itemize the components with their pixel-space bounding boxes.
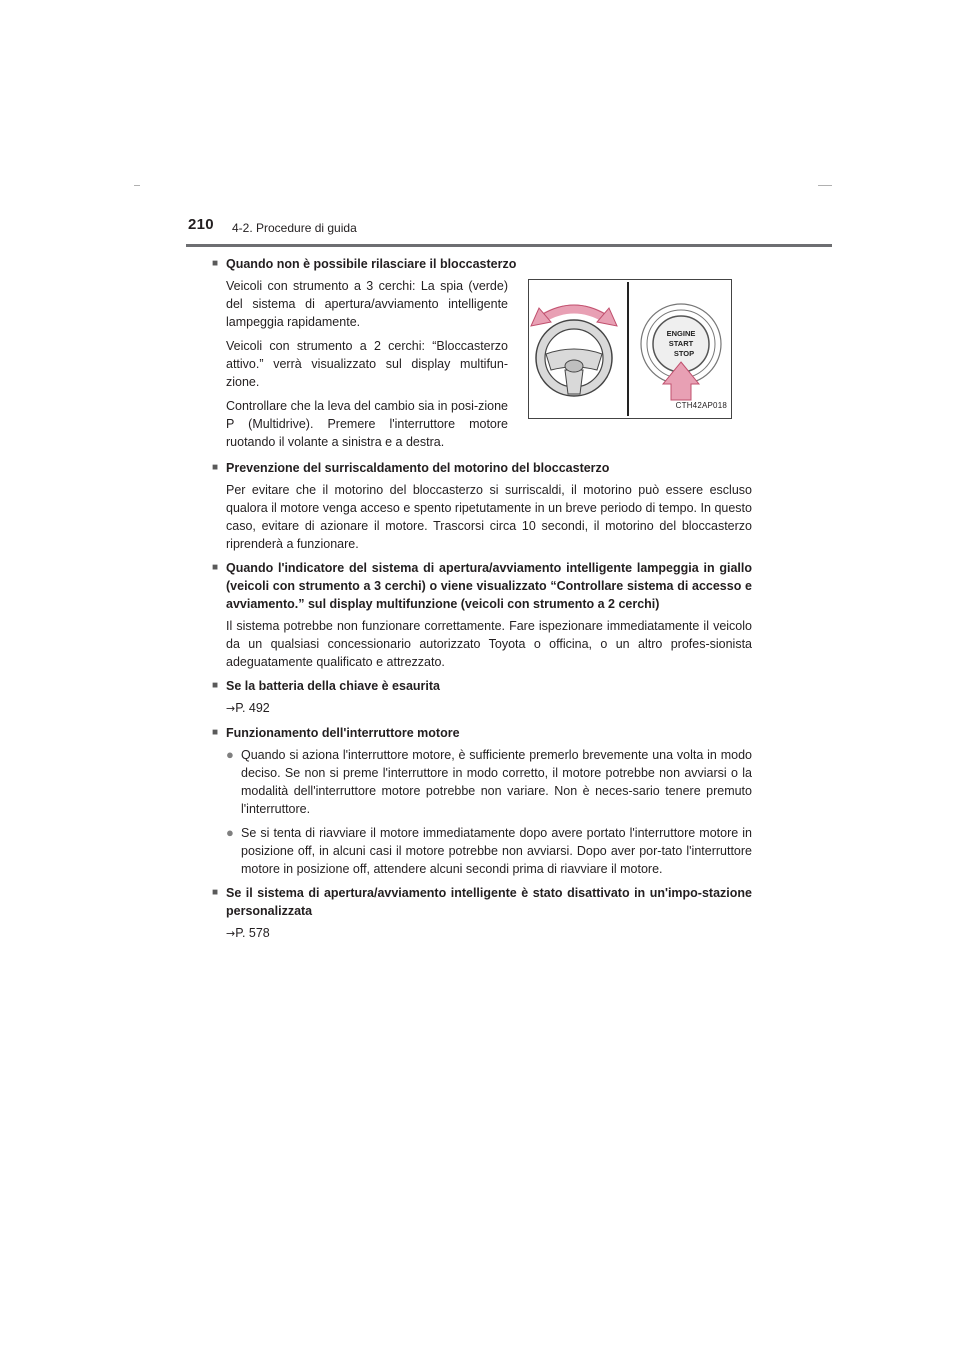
button-label-engine: ENGINE: [666, 329, 696, 338]
steering-lock-text: [226, 273, 508, 451]
button-label-start: START: [668, 339, 694, 348]
section-heading: Se la batteria della chiave è esaurita: [226, 679, 441, 693]
square-bullet-icon: ■: [212, 887, 219, 898]
square-bullet-icon: ■: [212, 680, 219, 691]
section-heading: Se il sistema di apertura/avviamento intelligente è stato disattivato in un'impo-stazione personalizzata: [226, 886, 752, 918]
list-item: [226, 824, 752, 878]
page-reference[interactable]: [226, 699, 752, 718]
section-key-battery: [212, 677, 752, 718]
paragraph: Veicoli con strumento a 2 cerchi: “Bloccasterzo attivo.” verrà visualizzato sul display multifun-zione.: [226, 339, 508, 389]
page-number: 210: [188, 216, 214, 233]
section-engine-switch: [212, 724, 752, 878]
list-item-text: Quando si aziona l'interruttore motore, è sufficiente premerlo brevemente una volta in modo deciso. Se non si preme l'interruttore in modo corretto, il motore potrebbe non avviarsi o la modalità dell'interruttore motore potrebbe non variare. Non è neces-sario tenere premuto l'interruttore.: [241, 748, 752, 816]
section-title: 4-2. Procedure di guida: [232, 221, 357, 235]
section-indicator-flashing: [212, 559, 752, 671]
square-bullet-icon: ■: [212, 727, 219, 738]
page-reference-text: P. 492: [235, 701, 270, 715]
section-custom-setting: [212, 884, 752, 943]
paragraph: Veicoli con strumento a 3 cerchi: La spia (verde) del sistema di apertura/avviamento intelligente lampeggia rapidamente.: [226, 279, 508, 329]
section-heading: Funzionamento dell'interruttore motore: [226, 726, 460, 740]
figure-code: CTH42AP018: [675, 401, 727, 410]
button-label-stop: STOP: [673, 349, 695, 358]
section-heading: Quando non è possibile rilasciare il bloccasterzo: [226, 257, 517, 271]
steering-wheel-figure: [528, 279, 732, 419]
round-bullet-icon: ●: [226, 747, 234, 762]
arrow-icon: →: [226, 702, 236, 715]
section-steering-lock: [212, 255, 752, 451]
header-rule: [186, 244, 832, 247]
round-bullet-icon: ●: [226, 825, 234, 840]
square-bullet-icon: ■: [212, 462, 219, 473]
page-content: [212, 255, 752, 949]
paragraph: Controllare che la leva del cambio sia in posi-zione P (Multidrive). Premere l'interruttore motore ruotando il volante a sinistra e a destra.: [226, 399, 508, 449]
section-lock-motor-overheat: [212, 459, 752, 553]
list-item: [226, 746, 752, 818]
crop-mark-right: [818, 185, 832, 186]
square-bullet-icon: ■: [212, 258, 219, 269]
section-heading: Prevenzione del surriscaldamento del motorino del bloccasterzo: [226, 461, 610, 475]
paragraph: Il sistema potrebbe non funzionare correttamente. Fare ispezionare immediatamente il veicolo da un qualsiasi concessionario autorizzato Toyota o officina, o un altro profes-sionista adeguatamente qualificato e attrezzato.: [226, 619, 752, 669]
list-item-text: Se si tenta di riavviare il motore immediatamente dopo avere portato l'interruttore motore in posizione off, in alcuni casi il motore potrebbe non avviarsi. Dopo aver por-tato l'interruttore motore in posizione off, attendere alcuni secondi prima di riavviare il motore.: [241, 826, 752, 876]
text-with-figure: [226, 273, 752, 451]
page-reference[interactable]: [226, 924, 752, 943]
square-bullet-icon: ■: [212, 562, 219, 573]
arrow-icon: →: [226, 927, 236, 940]
section-heading: Quando l'indicatore del sistema di apertura/avviamento intelligente lampeggia in giallo (veicoli con strumento a 3 cerchi) o viene visualizzato “Controllare sistema di accesso e avviamento.” sul display multifunzione (veicoli con strumento a 2 cerchi): [226, 561, 752, 611]
page-reference-text: P. 578: [235, 926, 270, 940]
paragraph: Per evitare che il motorino del bloccasterzo si surriscaldi, il motorino può essere escluso qualora il motore venga acceso e spento ripetutamente in un breve periodo di tempo. In questo caso, evitare di azionare il motore. Trascorsi circa 10 secondi, il motorino del bloccasterzo riprenderà a funzionare.: [226, 483, 752, 551]
crop-mark-left: [134, 185, 140, 186]
